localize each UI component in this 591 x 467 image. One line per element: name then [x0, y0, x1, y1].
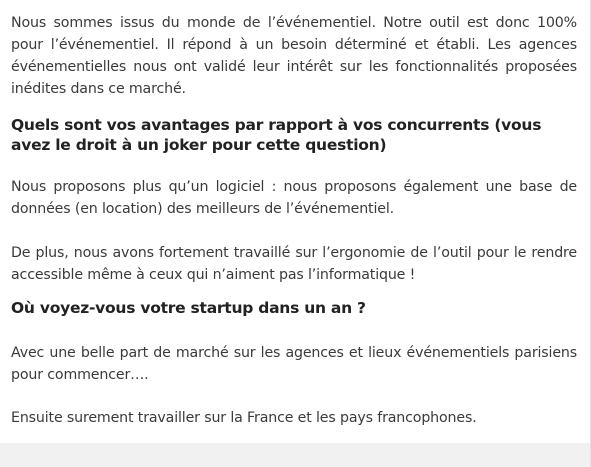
answer-competitors-paragraph-1: Nous proposons plus qu’un logiciel : nous proposons également une base de données (en location) des meilleurs de l’événementiel.: [11, 179, 577, 217]
answer-one-year-paragraph-1: Avec une belle part de marché sur les agences et lieux événementiels parisiens pour commencer….: [11, 345, 577, 383]
answer-competitors-paragraph-2: De plus, nous avons fortement travaillé sur l’ergonomie de l’outil pour le rendre accessible même à ceux qui n’aiment pas l’informatique !: [11, 245, 577, 283]
answer-one-year-paragraph-2: Ensuite surement travailler sur la France et les pays francophones.: [11, 410, 477, 426]
question-competitors: Quels sont vos avantages par rapport à vos concurrents (vous avez le droit à un joker pour cette question): [11, 116, 542, 154]
intro-paragraph: Nous sommes issus du monde de l’événementiel. Notre outil est donc 100% pour l’événementiel. Il répond à un besoin déterminé et établi. Les agences événementielles nous ont validé leur intérêt sur les fonctionnalités proposées inédites dans ce marché.: [11, 15, 577, 97]
page-background-strip: [0, 443, 591, 467]
question-one-year: Où voyez-vous votre startup dans un an ?: [11, 299, 366, 317]
